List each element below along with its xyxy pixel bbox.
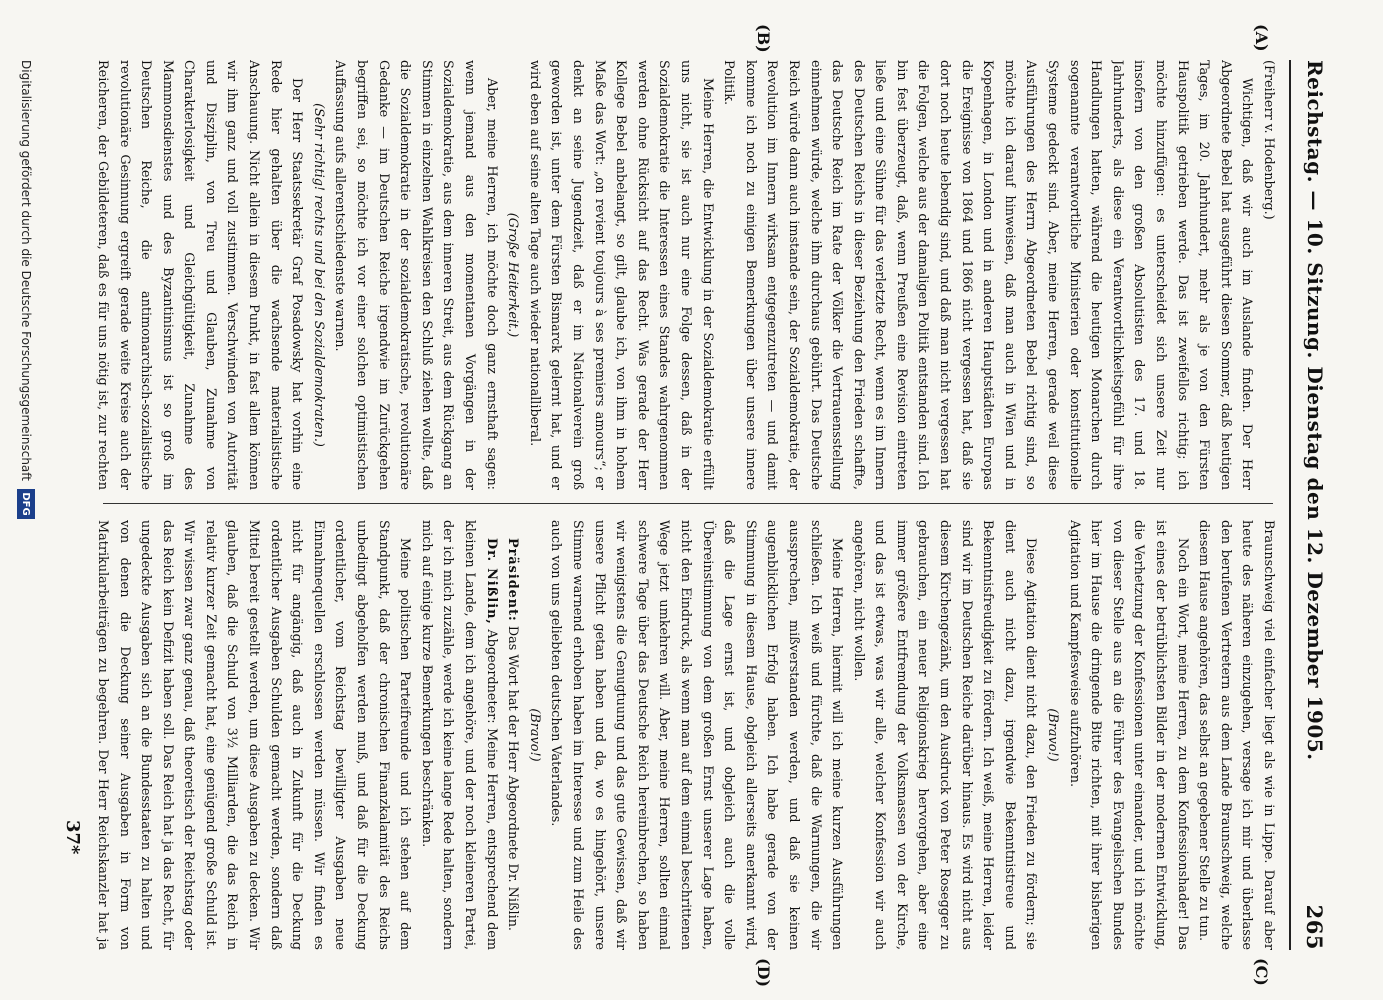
president-line xyxy=(502,520,524,950)
reaction-note: (Sehr richtig! rechts und bei den Sozialdemokraten.) xyxy=(310,103,326,447)
paragraph: Meine Herren, die Entwicklung in der Sozialdemokratie erfüllt uns nicht, sie ist auch nur eine Folge dessen, daß in der Sozialdemokratie die Interessen eines Standes wahrgenommen werden ohne Rücksicht auf das Recht. Was gerade der Herr Kollege Bebel anbelangt, so gilt, glaube ich, von ihm in hohem Maße das Wort: „on revient toujours à ses premiers amours“; er denkt an seine Jugendzeit, daß er im Nationalverein groß geworden ist, unter dem Fürsten Bismarck gelernt hat, und er wird eben auf seine alten Tage auch wieder nationalliberal. xyxy=(526,60,715,490)
digitization-credit xyxy=(14,60,38,950)
paragraph: Meine Herren, hiermit will ich meine kurzen Ausführungen schließen. Ich weiß und fürchte, daß die Warnungen, die wir aussprechen, mißverstanden werden, und daß sie keinen augenblicklichen Erfolg haben. Ich habe gerade von der Stimmung in diesem Hause, obgleich allerseits anerkannt wird, daß die Lage ernst ist, und obgleich auch die volle Übereinstimmung von dem großen Ernst unserer Lage haben, nicht den Eindruck, als wenn man auf dem einmal beschrittenen Wege jetzt umkehren will. Aber, meine Herren, sollten einmal schwere Tage über das Deutsche Reich hereinbrechen, so haben wir wenigstens die Genugtuung und das gute Gewissen, daß wir unsere Pflicht getan haben und da, wo es hingehört, unsere Stimme warnend erhoben haben im Interesse und zum Heile des auch von uns geliebten deutschen Vaterlandes. xyxy=(548,520,845,950)
speaker-name: Dr. Nißlin, xyxy=(483,538,499,625)
margin-marker-d: (D) xyxy=(754,958,773,988)
page-header xyxy=(1295,60,1335,950)
header-title: Reichstag. — 10. Sitzung. Dienstag den 12. Dezember 1905. xyxy=(1303,60,1327,761)
paragraph: Aber, meine Herren, ich möchte doch ganz ernsthaft sagen: wenn jemand aus den momentanen Vorgängen in der Sozialdemokratie, aus dem inneren Streit, aus dem Rückgang an Stimmen in einzelnen Wahlkreisen den Schluß ziehen wollte, daß die Sozialdemokratie in der sozialdemokratische, revolutionäre Gedanke — im Deutschen Reiche irgendwie im Zurückgehen begriffen sei, so möchte ich vor einer solchen optimistischen Auffassung aufs allerentschiedenste warnen. xyxy=(332,60,499,490)
president-label: Präsident: xyxy=(505,538,521,622)
reaction-note: (Große Heiterkeit.) xyxy=(505,212,521,338)
speaker-attribution: (Freiherr v. Hodenberg.) xyxy=(1261,60,1276,220)
speaker-text: Abgeordneter: Meine Herren, entsprechend dem kleinen Lande, dem ich angehöre, und der noch kleineren Partei, der ich mich zuzähle, werde ich keine lange Rede halten, sondern mich auf einige kurze Bemerkungen beschränken. xyxy=(418,520,499,950)
margin-marker-c: (C) xyxy=(1252,958,1271,986)
paragraph: Diese Agitation dient nicht dazu, den Frieden zu fördern; sie dient auch nicht dazu, irgendwie Bekenntnistreue und Bekenntnisfreudigkeit zu fördern. Ich weiß, meine Herren, leider sind wir im Deutschen Reiche darüber hinaus. Es wird nicht aus diesem Kirchengezänk, um den Ausdruck von Peter Rosegger zu gebrauchen, ein neuer Religionskrieg hervorgehen, aber eine immer größere Entfremdung der Volksmassen von der Kirche, und das ist etwas, was wir alle, welcher Konfession wir auch angehören, nicht wollen. xyxy=(850,520,1039,950)
reaction-note: (Bravo!) xyxy=(1045,708,1061,762)
speaker-line xyxy=(415,520,501,950)
column-divider xyxy=(103,503,1273,504)
paragraph: Meine politischen Parteifreunde und ich stehen auf dem Standpunkt, daß der chronischen Finanzkalamität des Reichs unbedingt abgeholfen werden muß, und daß für die Deckung ordentlicher, vom Reichstag bewilligter Ausgaben neue Einnahmequellen erschlossen werden müssen. Wir finden es nicht für angängig, daß auch in Zukunft für die Deckung ordentlicher Ausgaben Schulden gemacht werden, sondern daß Mittel bereit gestellt werden, um diese Ausgaben zu decken. Wir glauben, daß die Schuld von 3½ Milliarden, die das Reich in relativ kurzer Zeit gemacht hat, eine genügend große Schuld ist. Wir wissen zwar ganz genau, daß theoretisch der Reichstag oder das Reich kein Defizit haben soll. Das Reich hat ja das Recht, für ungedeckte Ausgaben sich an die Bundesstaaten zu halten und von denen die Deckung seiner Ausgaben in Form von Matrikularbeiträgen zu begehren. Der Herr Reichskanzler hat ja xyxy=(94,520,413,950)
margin-marker-a: (A) xyxy=(1252,24,1271,52)
page-number: 265 xyxy=(1302,904,1328,950)
reaction-note: (Bravo!) xyxy=(526,708,542,762)
left-column xyxy=(89,60,1279,490)
dfg-logo: DFG xyxy=(17,489,35,519)
paragraph: Braunschweig viel einfacher liegt als wie in Lippe. Darauf aber heute des näheren einzugehen, versage ich mir und überlasse den berufenen Vertretern aus dem Lande Braunschweig, welche diesem Hause angehören, das selbst an gegebener Stelle zu tun. xyxy=(1196,520,1276,950)
paragraph: Noch ein Wort, meine Herren, zu dem Konfessionshader! Das ist eines der betrüblichsten Bilder in der modernen Entwicklung, die Verhetzung der Konfessionen unter einander, und ich möchte von dieser Stelle aus an die Führer des Evangelischen Bundes hier im Hause die dringende Bitte richten, mit ihrer bisherigen Agitation und Kampfesweise aufzuhören. xyxy=(1066,520,1190,950)
margin-marker-b: (B) xyxy=(754,24,773,53)
right-column xyxy=(89,520,1279,950)
paragraph: Der Herr Staatssekretär Graf Posadowsky hat vorhin eine Rede hier gehalten über die wachsende materialistische Anschauung. Nicht allein in diesem Punkt, in fast allem können wir ihm ganz und voll zustimmen. Verschwinden von Autorität und Disziplin, von Treu und Glauben, Zunahme von Charakterlosigkeit und Gleichgültigkeit, Zunahme des Mammonsdienstes und des Byzantinismus ist so groß im Deutschen Reiche, die antimonarchisch-sozialistische revolutionäre Gesinnung ergreift gerade weite Kreise auch der Reicheren, der Gebildeteren, daß es für uns nötig ist, zur rechten xyxy=(94,60,305,490)
paragraph: Wichtigen, daß wir auch im Auslande finden. Der Herr Abgeordnete Bebel hat ausgeführt diesen Sommer, daß heutigen Tages, im 20. Jahrhundert, mehr als je von den Fürsten Hauspolitik getrieben werde. Das ist zweifellos richtig; ich möchte hinzufügen: es unterscheidet sich unsere Zeit nur insofern von den großen Absolutisten des 17. und 18. Jahrhunderts, als diese ein Verantwortlichkeitsgefühl für ihre Handlungen hatten, während die heutigen Monarchen durch sogenannte verantwortliche Ministerien oder konstitutionelle Systeme gedeckt sind. Aber, meine Herren, gerade weil diese Ausführungen des Herrn Abgeordneten Bebel richtig sind, so möchte ich darauf hinweisen, daß man auch in Wien und in Kopenhagen, in London und in anderen Hauptstädten Europas die Ereignisse von 1864 und 1866 nicht vergessen hat, daß sie dort noch heute lebendig sind, und daß man nicht vergessen hat die Folgen, welche aus der damaligen Politik entstanden sind. Ich bin fest überzeugt, daß, wenn Preußen eine Revision eintreten ließe und eine Sühne für das verletzte Recht, wenn es im Innern des Deutschen Reichs in dieser Beziehung den Frieden schaffte, das Deutsche Reich im Rate der Völker die Vertrauensstellung einnehmen würde, welche ihm durchaus gebührt. Das Deutsche Reich würde dann auch imstande sein, der Sozialdemokratie, der Revolution im Innern wirksam entgegenzutreten — und damit komme ich noch zu einigen Bemerkungen über unsere innere Politik. xyxy=(721,60,1255,490)
president-text: Das Wort hat der Herr Abgeordnete Dr. Nißlin. xyxy=(505,625,521,932)
credit-text: Digitalisierung gefördert durch die Deutsche Forschungsgemeinschaft xyxy=(19,60,33,482)
header-rule xyxy=(1289,60,1291,950)
signature-mark: 37* xyxy=(62,820,83,855)
